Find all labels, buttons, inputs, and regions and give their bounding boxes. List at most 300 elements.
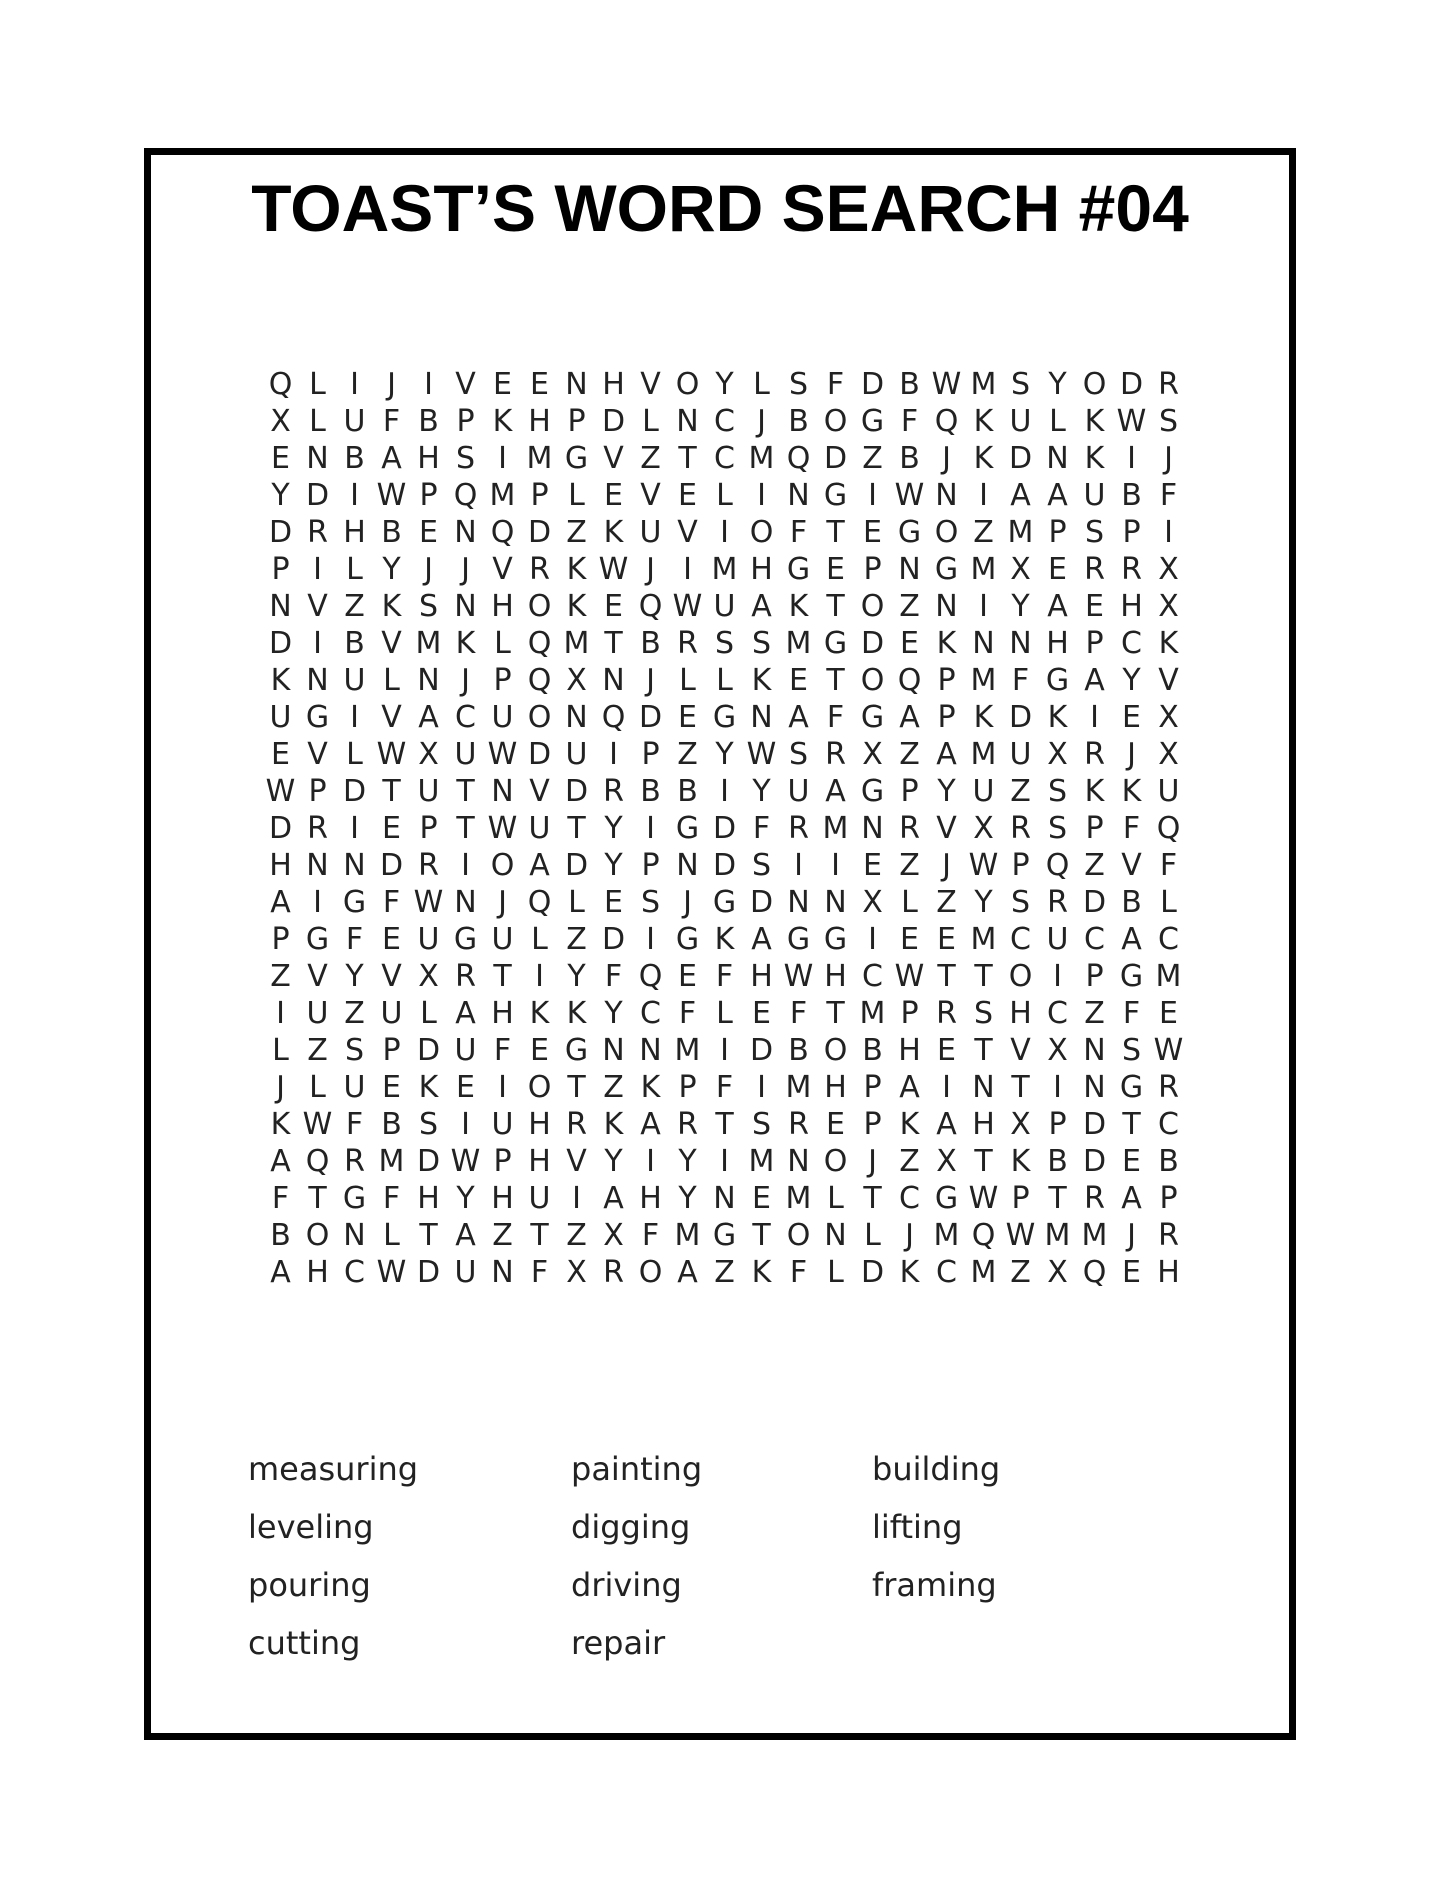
grid-letter[interactable]: H: [343, 515, 366, 550]
grid-letter[interactable]: T: [974, 1033, 993, 1068]
grid-letter[interactable]: I: [720, 515, 729, 550]
grid-letter[interactable]: E: [937, 922, 956, 957]
grid-letter[interactable]: X: [1047, 737, 1068, 772]
grid-letter[interactable]: Y: [752, 774, 771, 809]
grid-letter[interactable]: I: [609, 737, 618, 772]
grid-letter[interactable]: B: [381, 515, 402, 550]
grid-letter[interactable]: Z: [1010, 1255, 1031, 1290]
grid-letter[interactable]: G: [860, 700, 885, 735]
grid-letter[interactable]: Q: [527, 663, 552, 698]
grid-letter[interactable]: W: [783, 959, 814, 994]
grid-letter[interactable]: F: [382, 404, 401, 439]
grid-letter[interactable]: L: [309, 367, 326, 402]
grid-letter[interactable]: F: [493, 1033, 512, 1068]
grid-letter[interactable]: N: [269, 589, 292, 624]
grid-letter[interactable]: L: [901, 885, 918, 920]
grid-letter[interactable]: X: [566, 1255, 587, 1290]
grid-letter[interactable]: S: [751, 626, 772, 661]
grid-letter[interactable]: F: [789, 996, 808, 1031]
grid-letter[interactable]: T: [456, 774, 475, 809]
grid-letter[interactable]: R: [603, 1255, 624, 1290]
grid-letter[interactable]: T: [567, 1070, 586, 1105]
grid-letter[interactable]: E: [937, 1033, 956, 1068]
grid-letter[interactable]: J: [1127, 1218, 1136, 1253]
grid-letter[interactable]: K: [381, 589, 402, 624]
grid-letter[interactable]: K: [603, 515, 624, 550]
grid-letter[interactable]: Z: [936, 885, 957, 920]
grid-letter[interactable]: I: [1090, 700, 1099, 735]
grid-letter[interactable]: N: [972, 626, 995, 661]
grid-letter[interactable]: W: [968, 848, 999, 883]
grid-letter[interactable]: F: [382, 1181, 401, 1216]
grid-letter[interactable]: V: [1158, 663, 1179, 698]
grid-letter[interactable]: F: [715, 959, 734, 994]
grid-letter[interactable]: S: [1158, 404, 1179, 439]
grid-letter[interactable]: O: [527, 1070, 552, 1105]
grid-letter[interactable]: L: [494, 626, 511, 661]
grid-letter[interactable]: S: [418, 589, 439, 624]
grid-letter[interactable]: T: [567, 811, 586, 846]
grid-letter[interactable]: U: [380, 996, 403, 1031]
grid-letter[interactable]: I: [350, 811, 359, 846]
grid-letter[interactable]: T: [1011, 1070, 1030, 1105]
grid-letter[interactable]: D: [379, 848, 404, 883]
grid-letter[interactable]: F: [1122, 811, 1141, 846]
grid-letter[interactable]: G: [860, 404, 885, 439]
grid-letter[interactable]: H: [491, 1181, 514, 1216]
grid-letter[interactable]: F: [826, 367, 845, 402]
grid-letter[interactable]: W: [1153, 1033, 1184, 1068]
grid-letter[interactable]: U: [454, 1255, 477, 1290]
grid-letter[interactable]: Q: [1045, 848, 1070, 883]
grid-letter[interactable]: Y: [1011, 589, 1030, 624]
grid-letter[interactable]: N: [454, 589, 477, 624]
grid-letter[interactable]: K: [1158, 626, 1179, 661]
grid-letter[interactable]: U: [454, 737, 477, 772]
grid-letter[interactable]: I: [276, 996, 285, 1031]
grid-letter[interactable]: P: [1122, 515, 1141, 550]
grid-letter[interactable]: H: [750, 552, 773, 587]
grid-letter[interactable]: V: [307, 959, 328, 994]
grid-letter[interactable]: F: [1159, 848, 1178, 883]
grid-letter[interactable]: U: [713, 589, 736, 624]
grid-letter[interactable]: A: [825, 774, 846, 809]
grid-letter[interactable]: V: [677, 515, 698, 550]
grid-letter[interactable]: F: [382, 885, 401, 920]
grid-letter[interactable]: L: [568, 478, 585, 513]
grid-letter[interactable]: L: [346, 737, 363, 772]
grid-letter[interactable]: M: [711, 552, 738, 587]
grid-letter[interactable]: L: [827, 1181, 844, 1216]
grid-letter[interactable]: D: [564, 848, 589, 883]
grid-letter[interactable]: Q: [1156, 811, 1181, 846]
grid-letter[interactable]: M: [674, 1033, 701, 1068]
grid-letter[interactable]: I: [720, 1033, 729, 1068]
grid-letter[interactable]: X: [1158, 737, 1179, 772]
grid-letter[interactable]: Z: [1010, 774, 1031, 809]
grid-letter[interactable]: S: [751, 1107, 772, 1142]
grid-letter[interactable]: Z: [1084, 996, 1105, 1031]
grid-letter[interactable]: D: [268, 626, 293, 661]
grid-letter[interactable]: Y: [678, 1144, 697, 1179]
grid-letter[interactable]: Y: [715, 737, 734, 772]
grid-letter[interactable]: T: [530, 1218, 549, 1253]
grid-letter[interactable]: B: [1121, 478, 1142, 513]
grid-letter[interactable]: P: [1048, 1107, 1067, 1142]
grid-letter[interactable]: N: [565, 367, 588, 402]
grid-letter[interactable]: D: [416, 1144, 441, 1179]
grid-letter[interactable]: A: [936, 737, 957, 772]
grid-letter[interactable]: U: [1009, 404, 1032, 439]
grid-letter[interactable]: T: [678, 441, 697, 476]
grid-letter[interactable]: R: [1158, 367, 1179, 402]
grid-letter[interactable]: I: [535, 959, 544, 994]
grid-letter[interactable]: A: [455, 1218, 476, 1253]
grid-letter[interactable]: V: [307, 737, 328, 772]
grid-letter[interactable]: C: [862, 959, 883, 994]
grid-letter[interactable]: J: [1127, 737, 1136, 772]
grid-letter[interactable]: K: [455, 626, 476, 661]
grid-letter[interactable]: E: [900, 626, 919, 661]
grid-letter[interactable]: E: [1122, 700, 1141, 735]
grid-letter[interactable]: N: [306, 441, 329, 476]
grid-letter[interactable]: G: [1045, 663, 1070, 698]
grid-letter[interactable]: N: [454, 885, 477, 920]
grid-letter[interactable]: A: [751, 589, 772, 624]
grid-letter[interactable]: V: [603, 441, 624, 476]
grid-letter[interactable]: F: [530, 1255, 549, 1290]
grid-letter[interactable]: J: [646, 552, 655, 587]
grid-letter[interactable]: U: [417, 922, 440, 957]
grid-letter[interactable]: K: [1010, 1144, 1031, 1179]
grid-letter[interactable]: S: [640, 885, 661, 920]
grid-letter[interactable]: L: [383, 1218, 400, 1253]
grid-letter[interactable]: O: [860, 589, 885, 624]
grid-letter[interactable]: E: [1085, 589, 1104, 624]
grid-letter[interactable]: Q: [268, 367, 293, 402]
grid-letter[interactable]: T: [863, 1181, 882, 1216]
grid-letter[interactable]: D: [527, 515, 552, 550]
grid-letter[interactable]: A: [529, 848, 550, 883]
grid-letter[interactable]: L: [531, 922, 548, 957]
grid-letter[interactable]: D: [1008, 700, 1033, 735]
grid-letter[interactable]: A: [751, 922, 772, 957]
grid-letter[interactable]: A: [455, 996, 476, 1031]
grid-letter[interactable]: N: [602, 663, 625, 698]
grid-letter[interactable]: F: [789, 515, 808, 550]
grid-letter[interactable]: D: [860, 626, 885, 661]
grid-letter[interactable]: N: [639, 1033, 662, 1068]
grid-letter[interactable]: I: [350, 700, 359, 735]
grid-letter[interactable]: F: [1122, 996, 1141, 1031]
grid-letter[interactable]: M: [489, 478, 516, 513]
grid-letter[interactable]: J: [1164, 441, 1173, 476]
grid-letter[interactable]: S: [1121, 1033, 1142, 1068]
grid-letter[interactable]: G: [675, 811, 700, 846]
grid-letter[interactable]: B: [899, 367, 920, 402]
grid-letter[interactable]: G: [823, 626, 848, 661]
grid-letter[interactable]: R: [899, 811, 920, 846]
grid-letter[interactable]: E: [863, 515, 882, 550]
grid-letter[interactable]: H: [528, 1107, 551, 1142]
grid-letter[interactable]: Q: [527, 626, 552, 661]
grid-letter[interactable]: L: [272, 1033, 289, 1068]
grid-letter[interactable]: E: [382, 922, 401, 957]
grid-letter[interactable]: E: [1122, 1144, 1141, 1179]
grid-letter[interactable]: C: [899, 1181, 920, 1216]
grid-letter[interactable]: S: [788, 367, 809, 402]
grid-letter[interactable]: C: [1121, 626, 1142, 661]
grid-letter[interactable]: T: [308, 1181, 327, 1216]
grid-letter[interactable]: H: [824, 959, 847, 994]
grid-letter[interactable]: K: [788, 589, 809, 624]
grid-letter[interactable]: I: [350, 478, 359, 513]
grid-letter[interactable]: B: [1121, 885, 1142, 920]
grid-letter[interactable]: Y: [382, 552, 401, 587]
grid-letter[interactable]: P: [863, 1070, 882, 1105]
grid-letter[interactable]: P: [937, 663, 956, 698]
grid-letter[interactable]: O: [860, 663, 885, 698]
grid-letter[interactable]: D: [1082, 1144, 1107, 1179]
grid-letter[interactable]: Y: [1048, 367, 1067, 402]
grid-letter[interactable]: O: [490, 848, 515, 883]
grid-letter[interactable]: O: [749, 515, 774, 550]
grid-letter[interactable]: W: [894, 959, 925, 994]
grid-letter[interactable]: J: [942, 441, 951, 476]
grid-letter[interactable]: I: [572, 1181, 581, 1216]
grid-letter[interactable]: O: [823, 1033, 848, 1068]
grid-letter[interactable]: Q: [1082, 1255, 1107, 1290]
grid-letter[interactable]: W: [1005, 1218, 1036, 1253]
grid-letter[interactable]: Q: [786, 441, 811, 476]
grid-letter[interactable]: M: [748, 441, 775, 476]
grid-letter[interactable]: P: [382, 1033, 401, 1068]
grid-letter[interactable]: D: [712, 811, 737, 846]
grid-letter[interactable]: D: [638, 700, 663, 735]
grid-letter[interactable]: I: [757, 478, 766, 513]
grid-letter[interactable]: M: [785, 1181, 812, 1216]
grid-letter[interactable]: I: [794, 848, 803, 883]
grid-letter[interactable]: F: [345, 922, 364, 957]
grid-letter[interactable]: S: [788, 737, 809, 772]
grid-letter[interactable]: E: [382, 1070, 401, 1105]
grid-letter[interactable]: L: [642, 404, 659, 439]
grid-letter[interactable]: Q: [638, 589, 663, 624]
grid-letter[interactable]: T: [826, 589, 845, 624]
grid-letter[interactable]: K: [492, 404, 513, 439]
grid-letter[interactable]: Q: [453, 478, 478, 513]
grid-letter[interactable]: M: [378, 1144, 405, 1179]
grid-letter[interactable]: U: [491, 922, 514, 957]
grid-letter[interactable]: R: [603, 774, 624, 809]
grid-letter[interactable]: V: [381, 959, 402, 994]
grid-letter[interactable]: M: [970, 367, 997, 402]
grid-letter[interactable]: E: [271, 441, 290, 476]
grid-letter[interactable]: I: [979, 589, 988, 624]
grid-letter[interactable]: R: [529, 552, 550, 587]
grid-letter[interactable]: T: [1122, 1107, 1141, 1142]
grid-letter[interactable]: C: [1158, 1107, 1179, 1142]
grid-letter[interactable]: D: [342, 774, 367, 809]
grid-letter[interactable]: W: [376, 1255, 407, 1290]
grid-letter[interactable]: E: [604, 885, 623, 920]
grid-letter[interactable]: I: [313, 626, 322, 661]
grid-letter[interactable]: H: [972, 1107, 995, 1142]
grid-letter[interactable]: D: [823, 441, 848, 476]
grid-letter[interactable]: Z: [714, 1255, 735, 1290]
grid-letter[interactable]: B: [899, 441, 920, 476]
grid-letter[interactable]: D: [416, 1255, 441, 1290]
grid-letter[interactable]: X: [862, 737, 883, 772]
grid-letter[interactable]: Y: [974, 885, 993, 920]
grid-letter[interactable]: J: [461, 663, 470, 698]
grid-letter[interactable]: D: [749, 1033, 774, 1068]
grid-letter[interactable]: N: [861, 811, 884, 846]
grid-letter[interactable]: R: [1047, 885, 1068, 920]
grid-letter[interactable]: W: [487, 737, 518, 772]
grid-letter[interactable]: N: [1046, 441, 1069, 476]
grid-letter[interactable]: M: [859, 996, 886, 1031]
grid-letter[interactable]: W: [413, 885, 444, 920]
grid-letter[interactable]: H: [491, 996, 514, 1031]
grid-letter[interactable]: S: [1084, 515, 1105, 550]
grid-letter[interactable]: A: [1047, 478, 1068, 513]
grid-letter[interactable]: K: [751, 1255, 772, 1290]
grid-letter[interactable]: D: [564, 774, 589, 809]
grid-letter[interactable]: E: [1159, 996, 1178, 1031]
grid-letter[interactable]: M: [970, 1255, 997, 1290]
grid-letter[interactable]: V: [455, 367, 476, 402]
grid-letter[interactable]: K: [899, 1255, 920, 1290]
grid-letter[interactable]: D: [860, 367, 885, 402]
grid-letter[interactable]: P: [493, 663, 512, 698]
grid-letter[interactable]: P: [1085, 959, 1104, 994]
grid-letter[interactable]: A: [1047, 589, 1068, 624]
grid-letter[interactable]: A: [270, 1144, 291, 1179]
grid-letter[interactable]: K: [973, 404, 994, 439]
grid-letter[interactable]: A: [1084, 663, 1105, 698]
grid-letter[interactable]: X: [603, 1218, 624, 1253]
grid-letter[interactable]: T: [493, 959, 512, 994]
grid-letter[interactable]: X: [1158, 552, 1179, 587]
grid-letter[interactable]: P: [1085, 811, 1104, 846]
grid-letter[interactable]: J: [424, 552, 433, 587]
grid-letter[interactable]: L: [309, 404, 326, 439]
grid-letter[interactable]: V: [307, 589, 328, 624]
grid-letter[interactable]: Y: [604, 1144, 623, 1179]
grid-letter[interactable]: U: [565, 737, 588, 772]
grid-letter[interactable]: D: [305, 478, 330, 513]
grid-letter[interactable]: Q: [897, 663, 922, 698]
grid-letter[interactable]: Y: [604, 848, 623, 883]
grid-letter[interactable]: B: [270, 1218, 291, 1253]
grid-letter[interactable]: K: [1084, 774, 1105, 809]
grid-letter[interactable]: R: [307, 811, 328, 846]
grid-letter[interactable]: X: [418, 959, 439, 994]
grid-letter[interactable]: F: [715, 1070, 734, 1105]
grid-letter[interactable]: V: [1121, 848, 1142, 883]
grid-letter[interactable]: P: [308, 774, 327, 809]
grid-letter[interactable]: T: [937, 959, 956, 994]
grid-letter[interactable]: N: [343, 1218, 366, 1253]
grid-letter[interactable]: R: [788, 1107, 809, 1142]
grid-letter[interactable]: G: [860, 774, 885, 809]
grid-letter[interactable]: R: [1010, 811, 1031, 846]
grid-letter[interactable]: J: [905, 1218, 914, 1253]
grid-letter[interactable]: M: [970, 663, 997, 698]
grid-letter[interactable]: A: [788, 700, 809, 735]
grid-letter[interactable]: K: [714, 922, 735, 957]
grid-letter[interactable]: V: [1010, 1033, 1031, 1068]
grid-letter[interactable]: L: [753, 367, 770, 402]
grid-letter[interactable]: W: [376, 478, 407, 513]
grid-letter[interactable]: M: [1155, 959, 1182, 994]
grid-letter[interactable]: D: [860, 1255, 885, 1290]
grid-letter[interactable]: N: [676, 848, 699, 883]
grid-letter[interactable]: A: [936, 1107, 957, 1142]
grid-letter[interactable]: E: [826, 1107, 845, 1142]
grid-letter[interactable]: I: [868, 922, 877, 957]
grid-letter[interactable]: P: [1011, 848, 1030, 883]
grid-letter[interactable]: G: [934, 552, 959, 587]
grid-letter[interactable]: G: [1119, 1070, 1144, 1105]
grid-letter[interactable]: S: [1010, 885, 1031, 920]
grid-letter[interactable]: K: [936, 626, 957, 661]
grid-letter[interactable]: I: [1053, 1070, 1062, 1105]
grid-letter[interactable]: X: [1010, 552, 1031, 587]
grid-letter[interactable]: X: [1047, 1033, 1068, 1068]
grid-letter[interactable]: S: [1010, 367, 1031, 402]
grid-letter[interactable]: A: [418, 700, 439, 735]
grid-letter[interactable]: I: [1164, 515, 1173, 550]
grid-letter[interactable]: H: [1009, 996, 1032, 1031]
grid-letter[interactable]: F: [271, 1181, 290, 1216]
grid-letter[interactable]: D: [1082, 1107, 1107, 1142]
grid-letter[interactable]: P: [1085, 626, 1104, 661]
grid-letter[interactable]: G: [1119, 959, 1144, 994]
grid-letter[interactable]: C: [1158, 922, 1179, 957]
grid-letter[interactable]: X: [936, 1144, 957, 1179]
grid-letter[interactable]: K: [270, 663, 291, 698]
grid-letter[interactable]: E: [900, 922, 919, 957]
grid-letter[interactable]: A: [1010, 478, 1031, 513]
grid-letter[interactable]: I: [942, 1070, 951, 1105]
grid-letter[interactable]: M: [970, 737, 997, 772]
grid-letter[interactable]: F: [641, 1218, 660, 1253]
grid-letter[interactable]: J: [683, 885, 692, 920]
grid-letter[interactable]: S: [455, 441, 476, 476]
grid-letter[interactable]: K: [640, 1070, 661, 1105]
grid-letter[interactable]: C: [1084, 922, 1105, 957]
grid-letter[interactable]: B: [788, 404, 809, 439]
grid-letter[interactable]: L: [679, 663, 696, 698]
grid-letter[interactable]: E: [493, 367, 512, 402]
grid-letter[interactable]: Z: [862, 441, 883, 476]
grid-letter[interactable]: I: [757, 1070, 766, 1105]
grid-letter[interactable]: X: [270, 404, 291, 439]
grid-letter[interactable]: T: [419, 1218, 438, 1253]
grid-letter[interactable]: T: [382, 774, 401, 809]
grid-letter[interactable]: P: [567, 404, 586, 439]
grid-letter[interactable]: O: [786, 1218, 811, 1253]
grid-letter[interactable]: C: [640, 996, 661, 1031]
grid-letter[interactable]: W: [487, 811, 518, 846]
grid-letter[interactable]: K: [566, 996, 587, 1031]
grid-letter[interactable]: Z: [899, 1144, 920, 1179]
grid-letter[interactable]: T: [826, 996, 845, 1031]
grid-letter[interactable]: U: [1157, 774, 1180, 809]
grid-letter[interactable]: F: [1011, 663, 1030, 698]
